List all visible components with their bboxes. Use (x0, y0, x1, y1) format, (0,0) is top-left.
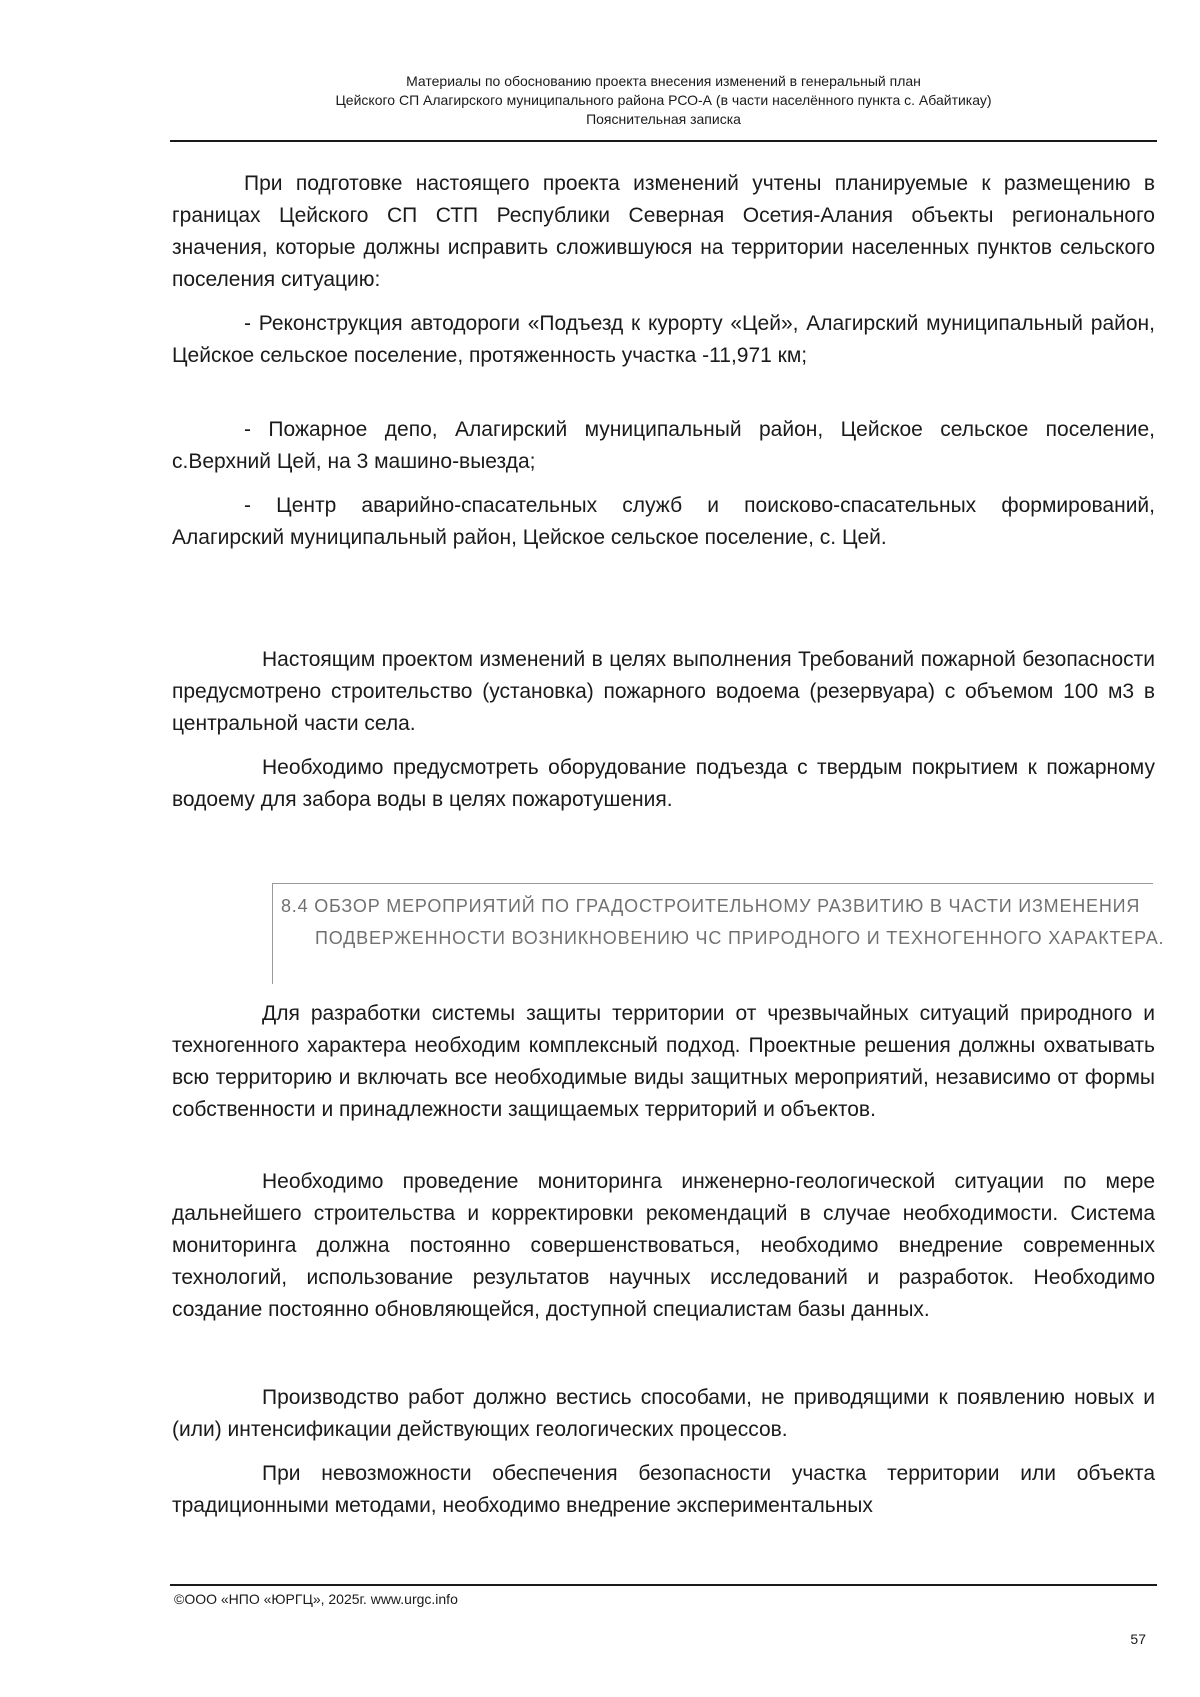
header-divider (170, 140, 1157, 142)
paragraph-experimental-methods: При невозможности обеспечения безопасности участка территории или объекта традиционными методами, необходимо внедрение экспериментальных (172, 1462, 1155, 1517)
page-number: 57 (1130, 1631, 1146, 1647)
paragraph-fire-reservoir: Настоящим проектом изменений в целях выполнения Требований пожарной безопасности предусмотрено строительство (установка) пожарного водоема (резервуара) с объемом 100 м3 в центральной части села. (172, 648, 1155, 735)
paragraph-protection-system: Для разработки системы защиты территории от чрезвычайных ситуаций природного и техногенного характера необходим комплексный подход. Проектные решения должны охватывать всю территорию и включать все необходимые виды защитных мероприятий, независимо от формы собственности и принадлежности защищаемых территорий и объектов. (172, 1002, 1155, 1121)
header-line-2: Цейского СП Алагирского муниципального района РСО-А (в части населённого пункта с. Абайтикау) (335, 92, 992, 108)
footer-copyright: ©ООО «НПО «ЮРГЦ», 2025г. www.urgc.info (174, 1591, 458, 1607)
list-item-road: - Реконструкция автодороги «Подъезд к курорту «Цей», Алагирский муниципальный район, Цейское сельское поселение, протяженность участка -11,971 км; (172, 312, 1155, 367)
footer-divider (170, 1584, 1157, 1586)
list-item-rescue-center: - Центр аварийно-спасательных служб и поисково-спасательных формирований, Алагирский муниципальный район, Цейское сельское поселение, с. Цей. (172, 494, 1155, 549)
section-heading-box (272, 883, 1165, 984)
header-line-3: Пояснительная записка (586, 111, 741, 127)
paragraph-access-road: Необходимо предусмотреть оборудование подъезда с твердым покрытием к пожарному водоему для забора воды в целях пожаротушения. (172, 756, 1155, 811)
paragraph-monitoring: Необходимо проведение мониторинга инженерно-геологической ситуации по мере дальнейшего строительства и корректировки рекомендаций в случае необходимости. Система мониторинга должна постоянно совершенствоваться, необходимо внедрение современных технологий, использование результатов научных исследований и разработок. Необходимо создание постоянно обновляющейся, доступной специалистам базы данных. (172, 1170, 1155, 1321)
paragraph-intro: При подготовке настоящего проекта изменений учтены планируемые к размещению в границах Цейского СП СТП Республики Северная Осетия-Алания объекты регионального значения, которые должны исправить сложившуюся на территории населенных пунктов сельского поселения ситуацию: (172, 172, 1155, 291)
page-header (170, 72, 1157, 129)
paragraph-works-production: Производство работ должно вестись способами, не приводящими к появлению новых и (или) интенсификации действующих геологических процессов. (172, 1386, 1155, 1441)
section-heading-8-4: 8.4 ОБЗОР МЕРОПРИЯТИЙ ПО ГРАДОСТРОИТЕЛЬНОМУ РАЗВИТИЮ В ЧАСТИ ИЗМЕНЕНИЯ ПОДВЕРЖЕННОСТИ ВОЗНИКНОВЕНИЮ ЧС ПРИРОДНОГО И ТЕХНОГЕННОГО ХАРАКТЕРА. (281, 896, 1165, 948)
header-line-1: Материалы по обоснованию проекта внесения изменений в генеральный план (406, 73, 921, 89)
list-item-fire-depot: - Пожарное депо, Алагирский муниципальный район, Цейское сельское поселение, с.Верхний Цей, на 3 машино-выезда; (172, 418, 1155, 473)
